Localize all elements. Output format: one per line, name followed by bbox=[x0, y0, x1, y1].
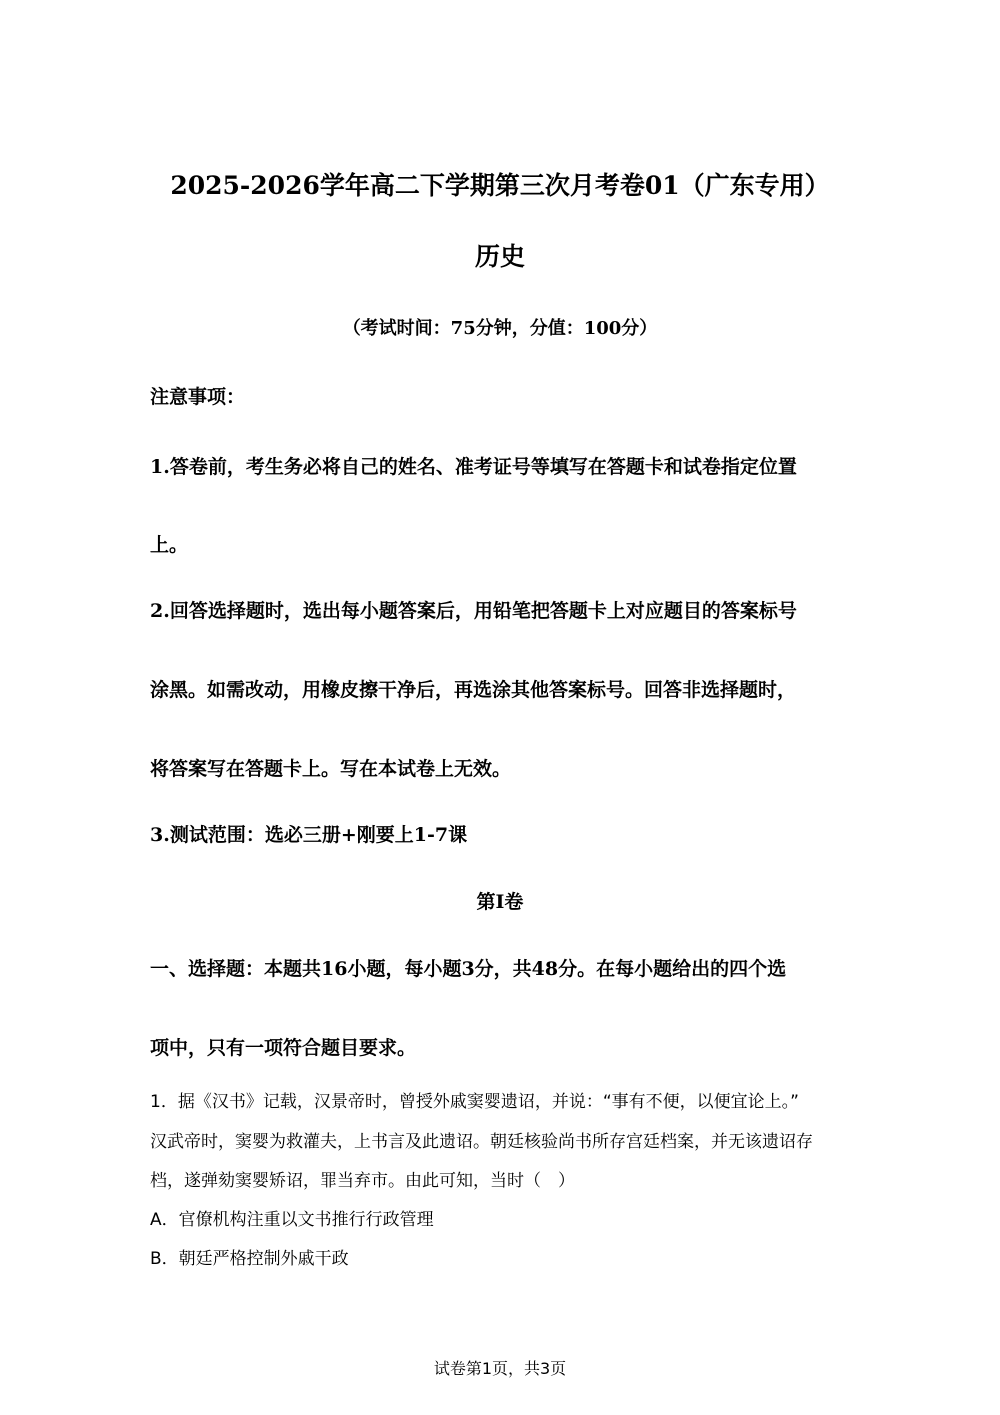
exam-info: （考试时间：75分钟，分值：100分） bbox=[342, 318, 658, 339]
section-heading-line: 项中，只有一项符合题目要求。 bbox=[150, 1037, 417, 1059]
page-footer: 试卷第1页，共3页 bbox=[433, 1359, 567, 1378]
exam-title: 2025-2026学年高二下学期第三次月考卷01（广东专用） bbox=[170, 171, 830, 200]
section-heading-line: 一、选择题：本题共16小题，每小题3分，共48分。在每小题给出的四个选 bbox=[150, 958, 787, 980]
subject-title: 历史 bbox=[474, 242, 525, 271]
question-stem-line: 档，遂弹劾窦婴矫诏，罪当弃市。由此可知，当时（ ） bbox=[150, 1171, 575, 1191]
notice-line: 2.回答选择题时，选出每小题答案后，用铅笔把答题卡上对应题目的答案标号 bbox=[150, 600, 797, 622]
notice-line: 涂黑。如需改动，用橡皮擦干净后，再选涂其他答案标号。回答非选择题时， bbox=[150, 679, 797, 701]
notice-line: 1.答卷前，考生务必将自己的姓名、准考证号等填写在答题卡和试卷指定位置 bbox=[150, 456, 797, 478]
notice-heading: 注意事项： bbox=[150, 386, 246, 408]
notice-line: 将答案写在答题卡上。写在本试卷上无效。 bbox=[150, 758, 512, 780]
question-stem-line: 1．据《汉书》记载，汉景帝时，曾授外戚窦婴遗诏，并说：“事有不便，以便宜论上。” bbox=[150, 1092, 799, 1112]
question-stem-line: 汉武帝时，窦婴为救灌夫，上书言及此遗诏。朝廷核验尚书所存宫廷档案，并无该遗诏存 bbox=[150, 1132, 813, 1152]
notice-line: 3.测试范围：选必三册+刚要上1-7课 bbox=[150, 824, 468, 846]
question-option-b: B．朝廷严格控制外戚干政 bbox=[150, 1249, 349, 1269]
question-option-a: A．官僚机构注重以文书推行行政管理 bbox=[150, 1210, 434, 1230]
notice-line: 上。 bbox=[150, 534, 189, 556]
part-label: 第Ⅰ卷 bbox=[476, 891, 524, 913]
